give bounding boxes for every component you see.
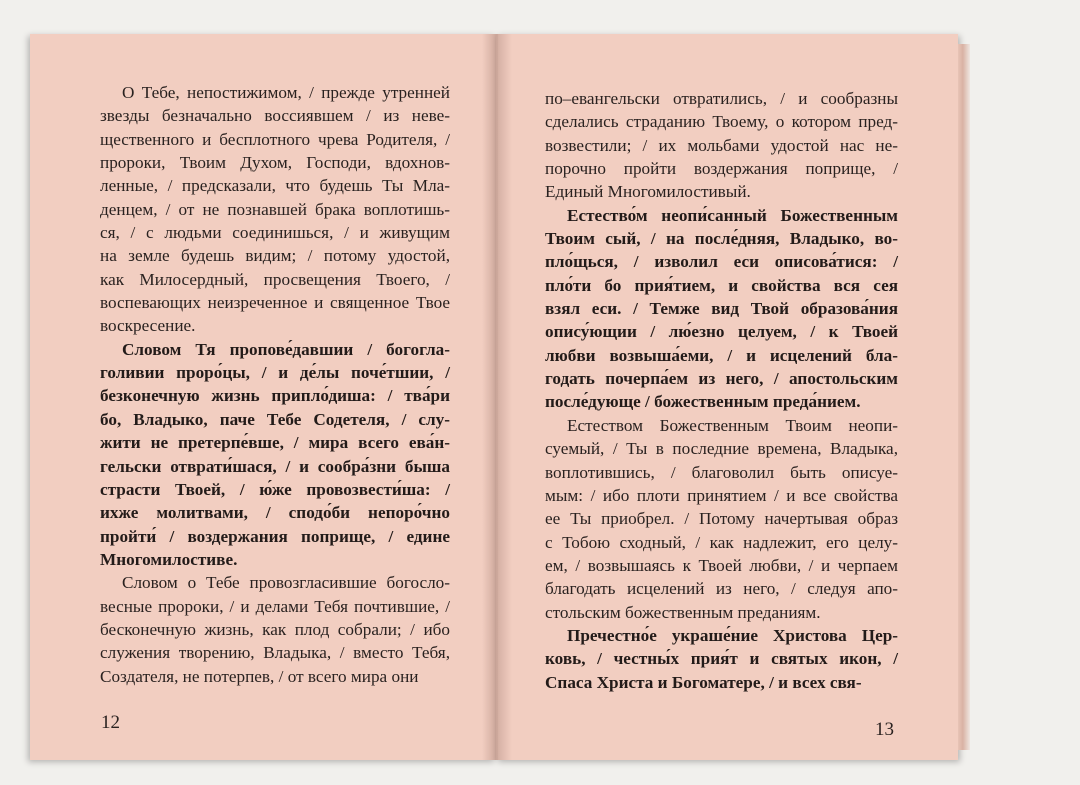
text-line: на земле будешь видим; / потому удостой,	[100, 246, 450, 266]
paragraph	[545, 87, 898, 204]
text-line: Твоим сый, / на после́дняя, Владыко, во-	[545, 229, 898, 249]
text-line: пройти́ / воздержания поприще, / едине	[100, 526, 450, 546]
paragraph	[545, 624, 898, 694]
text-line: Многомилостиве.	[100, 549, 238, 569]
text-line: воплотившись, / благоволил быть описуе-	[545, 462, 898, 482]
text-line: ем, / возвышаясь к Твоей любви, / и черпаем	[545, 555, 898, 575]
text-line: опису́ющии / лю́езно целуем, / к Твоей	[545, 322, 898, 342]
text-line: ленные, / предсказали, что будешь Ты Мла-	[100, 176, 450, 196]
text-line: после́дующе / божественным преда́нием.	[545, 392, 861, 412]
text-line: Словом Тя пропове́давшии / богогла-	[122, 339, 450, 359]
text-line: мым: / ибо плоти принятием / и все свойства	[545, 485, 898, 505]
text-line: гельски отврати́шася, / и сообра́зни быша	[100, 456, 450, 476]
paragraph	[100, 338, 450, 571]
text-line: годать почерпа́ем из него, / апостольским	[545, 369, 898, 389]
text-line: голивии проро́цы, / и де́лы поче́тшии, /	[100, 363, 450, 383]
text-line: благодать исцелений из него, / следуя апо-	[545, 579, 898, 599]
right-page-text	[545, 87, 898, 694]
book-gutter	[482, 34, 512, 760]
text-line: ковь, / честны́х прия́т и святых икон, /	[545, 649, 898, 669]
page-number-left: 12	[101, 712, 120, 733]
text-line: взял еси. / Темже вид Твой образова́ния	[545, 299, 898, 319]
page-number-right: 13	[875, 719, 894, 740]
text-line: пло́щься, / изволил еси описова́тися: /	[545, 252, 898, 272]
text-line: Спаса Христа и Богоматере, / и всех свя-	[545, 672, 862, 692]
text-line: Создателя, не потерпев, / от всего мира они	[100, 666, 419, 686]
text-line: как Милосердный, просвещения Твоего, /	[100, 269, 450, 289]
text-line: любви возвыша́еми, / и исцелений бла-	[545, 345, 898, 365]
text-line: бо, Владыко, паче Тебе Содетеля, / слу-	[100, 409, 450, 429]
text-line: щественного и бесплотного чрева Родителя, /	[100, 129, 450, 149]
text-line: возвестили; / их мольбами удостой нас не-	[545, 135, 898, 155]
text-line: воспевающих неизреченное и священное Твое	[100, 293, 450, 313]
paragraph	[545, 204, 898, 414]
text-line: пло́ти бо прия́тием, и свойства вся сея	[545, 275, 898, 295]
text-line: служения творению, Владыка, / вместо Тебя,	[100, 643, 450, 663]
text-line: Словом о Тебе провозгласившие богосло-	[122, 573, 450, 593]
page-edge	[958, 44, 970, 750]
paragraph	[100, 81, 450, 338]
paragraph	[100, 571, 450, 688]
text-line: безконечную жизнь припло́диша: / тва́ри	[100, 386, 450, 406]
text-line: Единый Многомилостивый.	[545, 182, 751, 202]
text-line: ее Ты приобрел. / Потому начертывая образ	[545, 509, 898, 529]
text-line: суемый, / Ты в последние времена, Владыка,	[545, 439, 898, 459]
text-line: пророки, Твоим Духом, Господи, вдохнов-	[100, 153, 450, 173]
text-line: Пречестно́е украше́ние Христова Цер-	[567, 625, 898, 645]
text-line: жити не претерпе́вше, / мира всего ева́н-	[100, 433, 450, 453]
text-line: О Тебе, непостижимом, / прежде утренней	[122, 83, 450, 102]
text-line: сделались страданию Твоему, о котором пред-	[545, 112, 898, 132]
text-line: порочно пройти воздержания поприще, /	[545, 159, 898, 179]
paragraph	[545, 414, 898, 624]
text-line: звезды безначально воссиявшем / из неве-	[100, 106, 450, 126]
text-line: с Тобою сходный, / как надлежит, его целу-	[545, 532, 898, 552]
text-line: по–евангельски отвратились, / и сообразны	[545, 89, 898, 108]
left-page-text	[100, 81, 450, 688]
text-line: воскресение.	[100, 316, 196, 336]
text-line: денцем, / от не познавшей брака воплотишь-	[100, 199, 450, 219]
text-line: стольским божественным преданиям.	[545, 602, 821, 622]
text-line: ся, / с людьми соединишься, / и живущим	[100, 223, 450, 243]
text-line: весные пророки, / и делами Тебя почтившие, /	[100, 596, 450, 616]
text-line: Естеством Божественным Твоим неопи-	[567, 415, 898, 435]
text-line: страсти Твоей, / ю́же провозвести́ша: /	[100, 479, 450, 499]
text-line: ихже молитвами, / сподо́би непоро́чно	[100, 503, 450, 523]
text-line: Естество́м неопи́санный Божественным	[567, 205, 898, 225]
text-line: бесконечную жизнь, как плод собрали; / ибо	[100, 619, 450, 639]
